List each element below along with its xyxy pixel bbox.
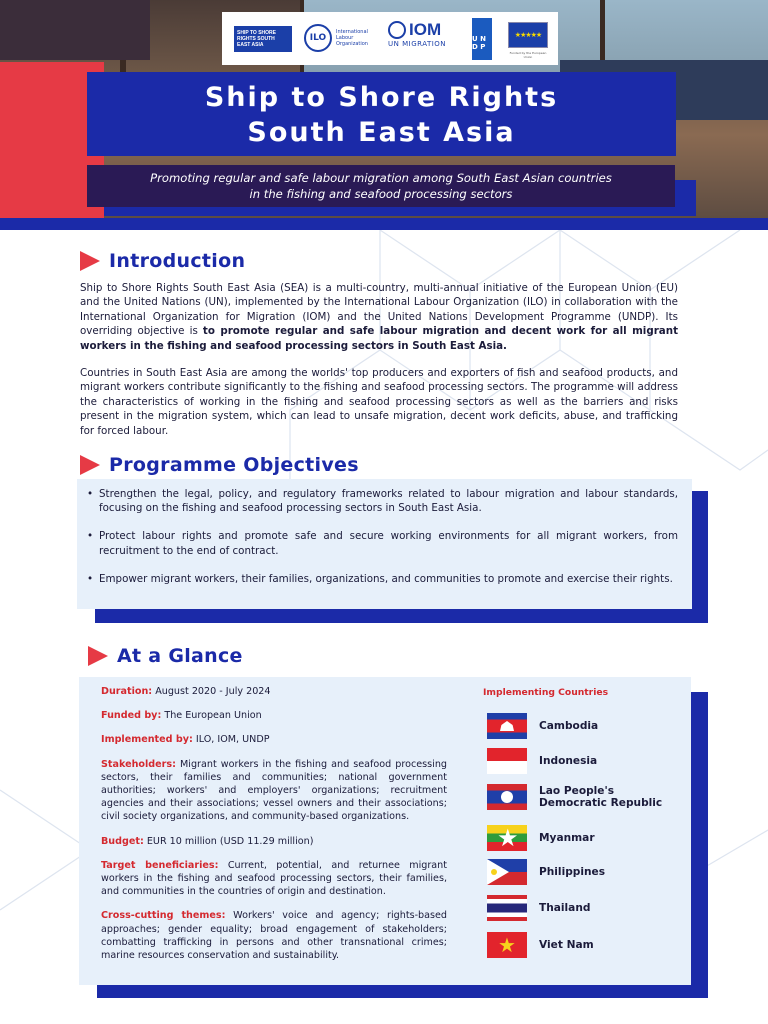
glance-budget <box>101 835 447 848</box>
country-name: Lao People's Democratic Republic <box>539 784 663 809</box>
tagline <box>87 170 675 202</box>
glance-target-beneficiaries <box>101 859 447 899</box>
cambodia-flag-icon <box>487 713 527 739</box>
glance-key: Duration: <box>101 686 153 697</box>
glance-value: Current, potential, and returnee migrant workers in the fishing and seafood processing sectors, their families, and communities in the countries of origin and destination. <box>101 859 447 898</box>
ilo-logo <box>304 20 380 56</box>
glance-value: Workers' voice and agency; rights-based approaches; gender equality; broad engagement of stakeholders; combatting trafficking in persons and other transnational crimes; marine resources conservation and sustainability. <box>101 910 448 962</box>
triangle-bullet-icon <box>80 251 100 271</box>
objectives-title: Programme Objectives <box>109 454 359 476</box>
glance-value: The European Union <box>161 710 262 722</box>
tagline-line-2: in the fishing and seafood processing sectors <box>249 187 513 201</box>
intro-p1-objective: to promote regular and safe labour migration and decent work for all migrant workers in the fishing and seafood processing sectors in South East Asia. <box>80 325 678 352</box>
glance-value: ILO, IOM, UNDP <box>192 734 270 746</box>
objective-item: • Strengthen the legal, policy, and regulatory frameworks related to labour migration and labour standards, focusing on the fishing and seafood processing sectors in South East Asia. <box>99 487 678 515</box>
country-name: Myanmar <box>539 831 595 844</box>
iom-emblem-icon <box>388 21 406 39</box>
title-box <box>87 72 676 156</box>
glance-value: EUR 10 million (USD 11.29 million) <box>143 835 314 847</box>
country-philippines <box>487 859 605 885</box>
country-name: Philippines <box>539 865 606 878</box>
title-line-1: Ship to Shore Rights <box>204 82 559 113</box>
ilo-emblem-icon: ILO <box>304 24 332 52</box>
country-name: Cambodia <box>539 719 599 732</box>
philippines-flag-icon <box>487 859 527 885</box>
country-name: Thailand <box>539 901 591 914</box>
country-name: Viet Nam <box>539 938 594 951</box>
glance-key: Target beneficiaries: <box>101 859 219 871</box>
indonesia-flag-icon <box>487 748 527 774</box>
country-myanmar <box>487 825 595 851</box>
iom-logo <box>388 20 460 56</box>
undp-logo: U N D P <box>472 18 492 60</box>
country-name: Indonesia <box>539 754 598 767</box>
country-indonesia <box>487 748 597 774</box>
page-title <box>87 80 676 150</box>
myanmar-flag-icon <box>487 825 527 851</box>
introduction-paragraph-2: Countries in South East Asia are among the worlds' top producers and exporters of fish and seafood products, and migrant workers contribute significantly to the fishing and seafood processing sectors. The programme will address the characteristics of working in the fishing and seafood processing sectors as well as the barriers and risks present in the migration system, which can lead to unsafe migration, decent work deficits, abuse, and trafficking for forced labour. <box>80 367 678 437</box>
triangle-bullet-icon <box>80 455 100 475</box>
glance-facts <box>101 685 447 973</box>
glance-key: Stakeholders: <box>101 758 176 770</box>
glance-title: At a Glance <box>117 645 243 667</box>
ilo-logo-text: International Labour Organization <box>336 29 368 47</box>
banner-bottom-bar <box>0 218 768 230</box>
glance-implemented-by <box>101 733 447 746</box>
glance-funded-by <box>101 709 447 722</box>
glance-key: Budget: <box>101 835 144 847</box>
eu-logo-caption: Funded by the European Union <box>509 51 547 59</box>
glance-heading <box>88 645 243 667</box>
ship-to-shore-logo: SHIP TO SHORE RIGHTS SOUTH EAST ASIA <box>234 26 292 52</box>
introduction-paragraph-1 <box>80 281 678 353</box>
vietnam-flag-icon <box>487 932 527 958</box>
objective-item: • Protect labour rights and promote safe and secure working environments for all migrant workers, from recruitment to the end of contract. <box>99 529 678 557</box>
glance-key: Cross-cutting themes: <box>101 910 226 922</box>
title-line-2: South East Asia <box>247 117 516 148</box>
introduction-title: Introduction <box>109 250 246 272</box>
glance-key: Implemented by: <box>101 734 193 746</box>
eu-flag-icon: ★★★★★ <box>508 22 548 48</box>
objective-item: • Empower migrant workers, their families, organizations, and communities to promote and exercise their rights. <box>99 572 678 586</box>
laos-flag-icon <box>487 784 527 810</box>
intro-p1-text: Ship to Shore Rights South East Asia (SEA) is a multi-country, multi-annual initiative of the European Union (EU) and the United Nations (UN), implemented by the International Labour Organization (ILO) in collaboration with the International Organization for Migration (IOM) and the United Nations Development Programme (UNDP). Its overriding objective is <box>80 282 678 338</box>
objectives-heading <box>80 454 359 476</box>
glance-duration <box>101 685 447 698</box>
country-cambodia <box>487 713 598 739</box>
glance-value: Migrant workers in the fishing and seafood processing sectors, their families and communities; national government authorities; workers' and employers' organizations; recruitment agencies and their associations; vessel owners and their associations; civil society organizations, and community-based organizations. <box>101 758 447 823</box>
glance-value: August 2020 - July 2024 <box>152 686 271 697</box>
thailand-flag-icon <box>487 895 527 921</box>
partner-logos <box>222 12 558 65</box>
triangle-bullet-icon <box>88 646 108 666</box>
objectives-list <box>77 479 692 586</box>
photo-boat <box>0 0 150 60</box>
glance-panel <box>79 677 691 985</box>
objectives-panel <box>77 479 692 609</box>
country-vietnam <box>487 932 594 958</box>
glance-key: Funded by: <box>101 710 162 722</box>
iom-logo-subtitle: UN MIGRATION <box>388 40 447 48</box>
introduction-heading <box>80 250 245 272</box>
tagline-line-1: Promoting regular and safe labour migration among South East Asian countries <box>150 171 612 185</box>
implementing-countries-title: Implementing Countries <box>483 687 609 698</box>
country-laos <box>487 784 669 810</box>
glance-stakeholders <box>101 758 447 824</box>
country-thailand <box>487 895 590 921</box>
implementing-countries <box>483 687 683 710</box>
glance-cross-cutting-themes <box>101 909 447 962</box>
iom-logo-name: IOM <box>409 20 442 39</box>
tagline-box <box>87 165 675 207</box>
